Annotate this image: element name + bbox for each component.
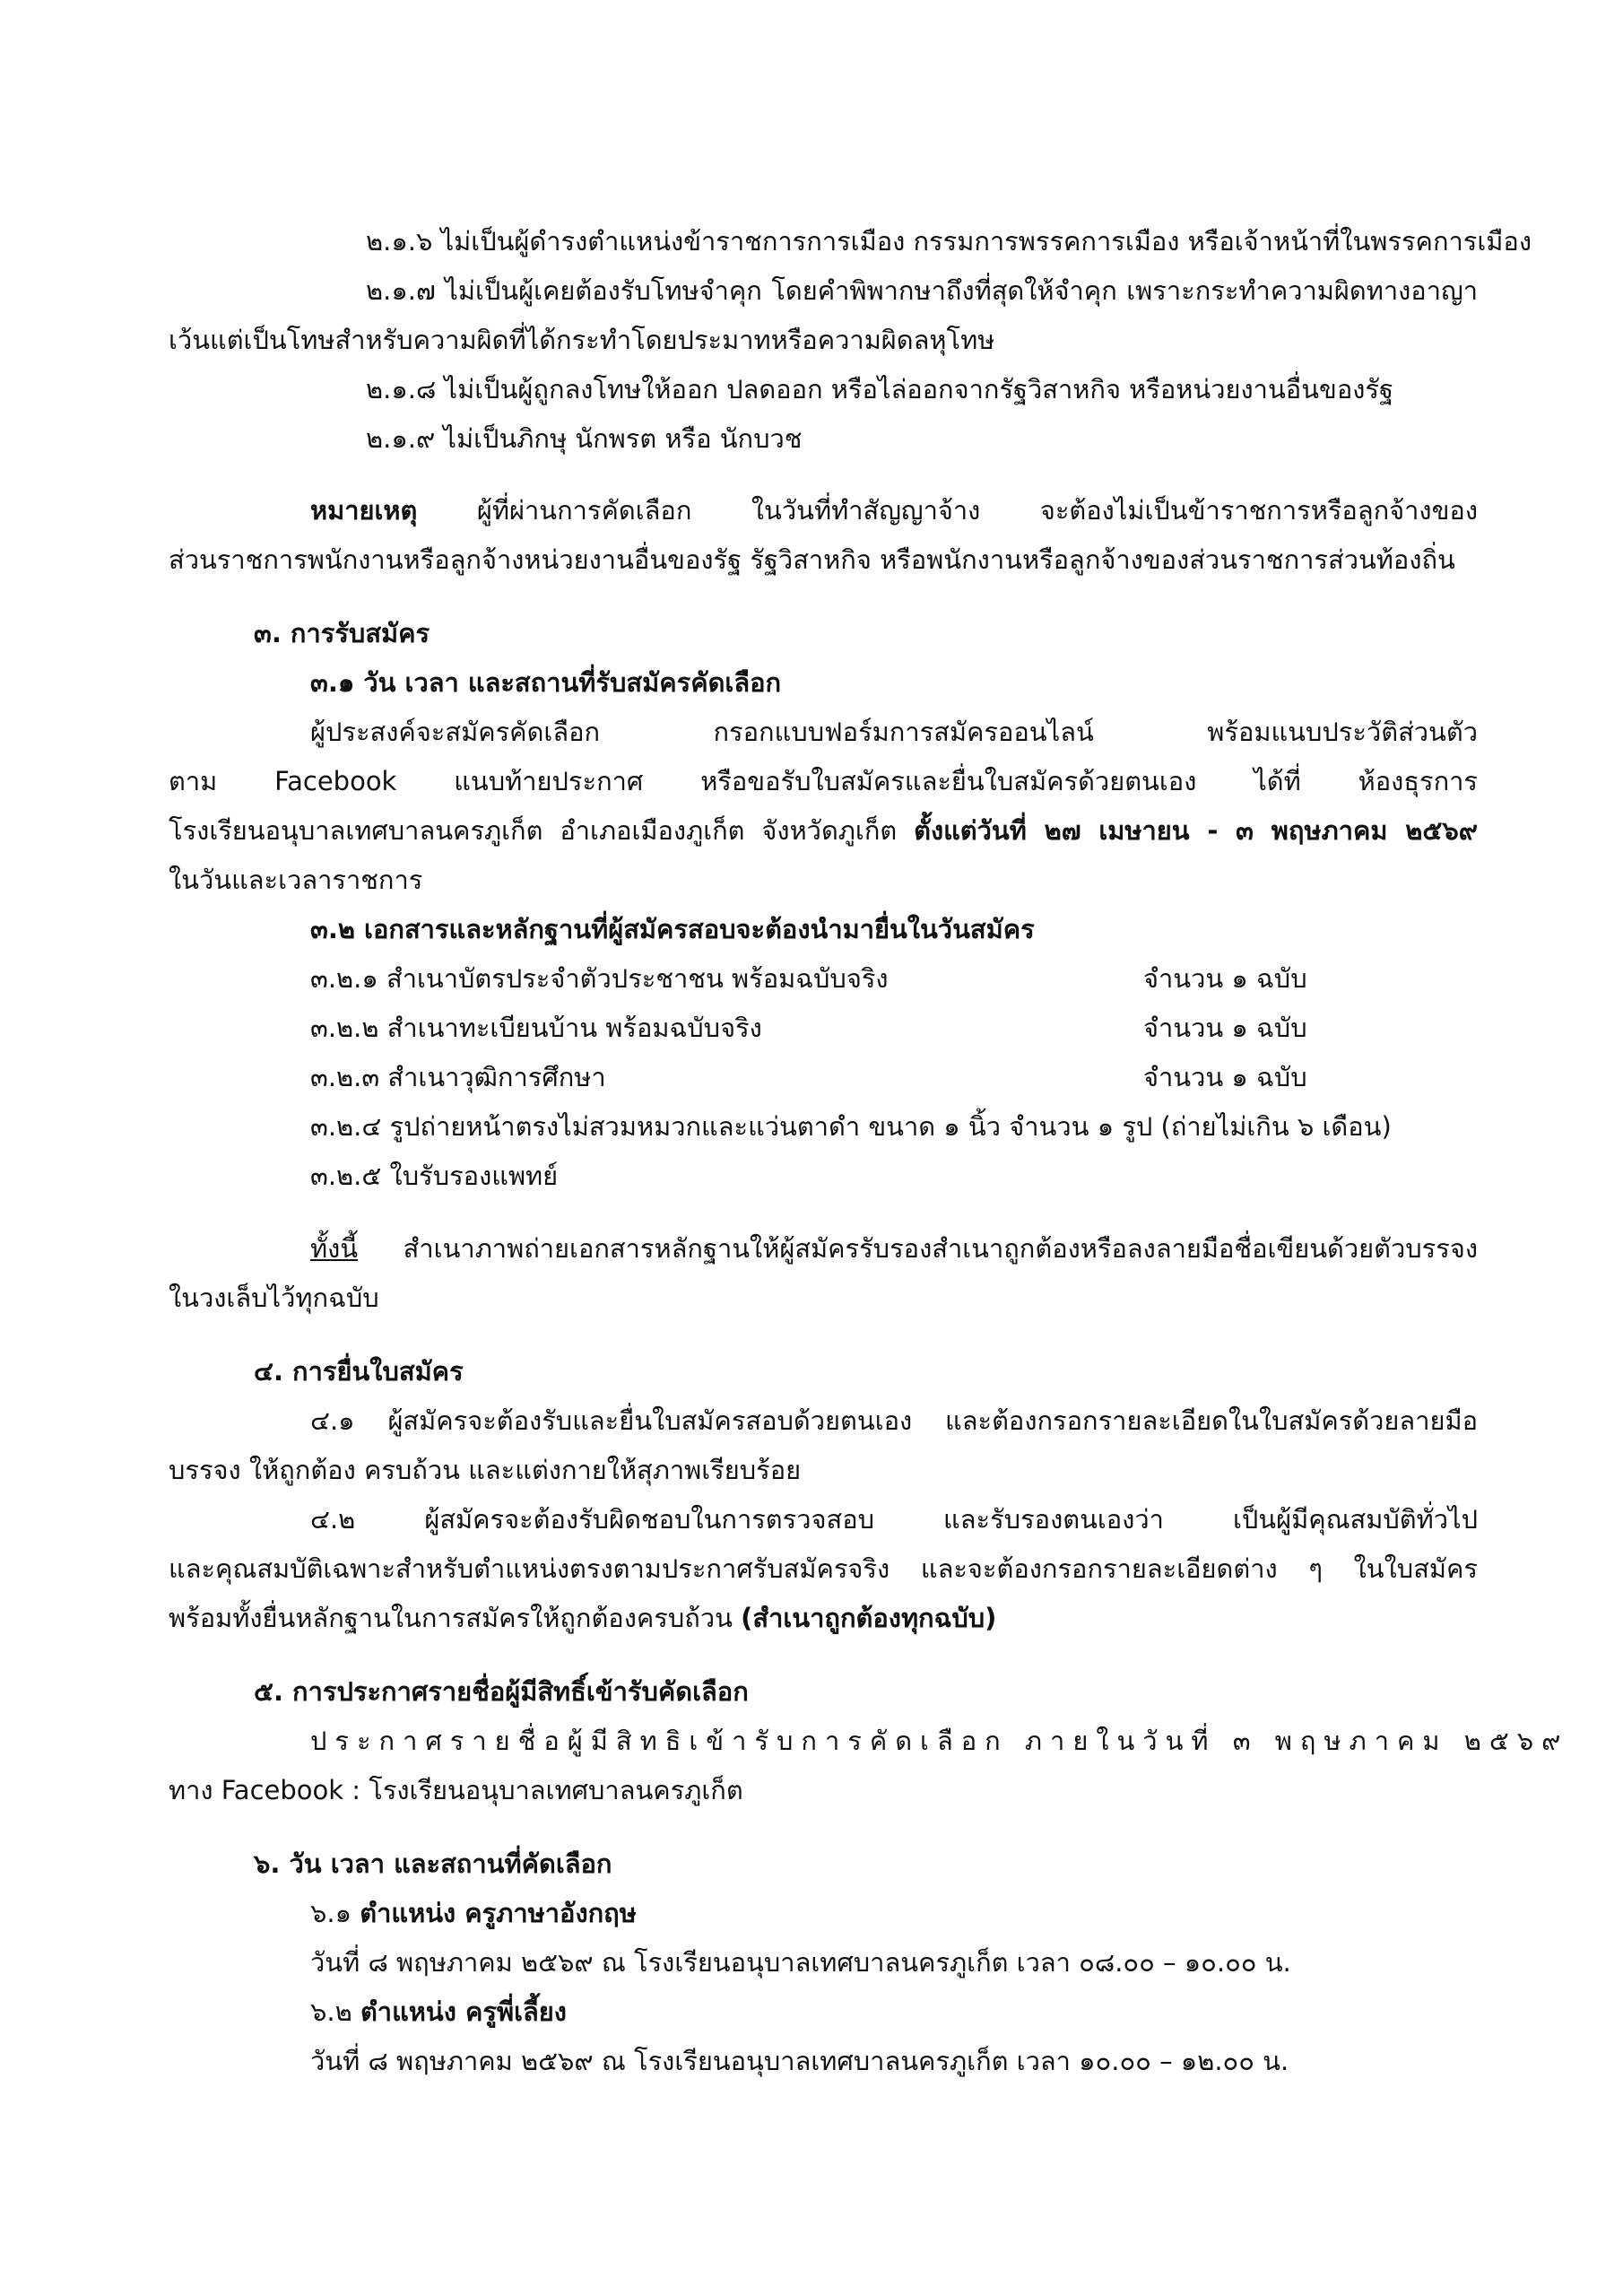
- qualification-2-1-6: ๒.๑.๖ ไม่เป็นผู้ดำรงตำแหน่งข้าราชการการเมือง กรรมการพรรคการเมือง หรือเจ้าหน้าที่ในพรรคการเมือง: [366, 226, 1532, 257]
- section-4-2-paragraph-line: [169, 1598, 996, 1638]
- remark-paragraph: [310, 491, 1478, 530]
- section-4-2-paragraph: ๔.๒ ผู้สมัครจะต้องรับผิดชอบในการตรวจสอบ และรับรองตนเองว่า เป็นผู้มีคุณสมบัติทั่วไป: [310, 1504, 1478, 1535]
- position-6-1: [310, 1893, 637, 1933]
- qualification-2-1-9: ๒.๑.๙ ไม่เป็นภิกษุ นักพรต หรือ นักบวช: [366, 423, 803, 454]
- document-item-3-2-2: ๓.๒.๒ สำเนาทะเบียนบ้าน พร้อมฉบับจริง: [310, 1013, 762, 1043]
- application-location: โรงเรียนอนุบาลเทศบาลนครภูเก็ต อำเภอเมืองภูเก็ต จังหวัดภูเก็ต: [169, 815, 915, 846]
- evidence-text: พร้อมทั้งยื่นหลักฐานในการสมัครให้ถูกต้องครบถ้วน: [169, 1603, 742, 1633]
- remark-text: ผู้ที่ผ่านการคัดเลือก ในวันที่ทำสัญญาจ้าง จะต้องไม่เป็นข้าราชการหรือลูกจ้างของ: [417, 495, 1478, 526]
- note-text: สำเนาภาพถ่ายเอกสารหลักฐานให้ผู้สมัครรับรองสำเนาถูกต้องหรือลงลายมือชื่อเขียนด้วยตัวบรรจง: [358, 1233, 1478, 1264]
- position-6-2: [310, 1992, 567, 2031]
- section-3-1-paragraph-line: ตาม Facebook แนบท้ายประกาศ หรือขอรับใบสมัครและยื่นใบสมัครด้วยตนเอง ได้ที่ ห้องธุรการ: [169, 766, 1478, 796]
- certification-note-continued: ในวงเล็บไว้ทุกฉบับ: [169, 1283, 379, 1313]
- evidence-note: (สำเนาถูกต้องทุกฉบับ): [741, 1603, 997, 1633]
- section-6-heading: ๖. วัน เวลา และสถานที่คัดเลือก: [254, 1848, 612, 1879]
- section-5-paragraph: ประกาศรายชื่อผู้มีสิทธิเข้ารับการคัดเลือก ภายในวันที่ ๓ พฤษภาคม ๒๕๖๙: [310, 1726, 1569, 1756]
- document-item-3-2-1: ๓.๒.๑ สำเนาบัตรประจำตัวประชาชน พร้อมฉบับจริง: [310, 963, 889, 994]
- section-5-paragraph-line: ทาง Facebook : โรงเรียนอนุบาลเทศบาลนครภูเก็ต: [169, 1775, 743, 1805]
- position-6-2-number: ๖.๒: [310, 1996, 360, 2027]
- certification-note: [310, 1229, 1478, 1268]
- section-3-1-paragraph-line: ในวันและเวลาราชการ: [169, 865, 423, 895]
- section-4-2-paragraph-line: และคุณสมบัติเฉพาะสำหรับตำแหน่งตรงตามประกาศรับสมัครจริง และจะต้องกรอกรายละเอียดต่าง ๆ ในใบสมัคร: [169, 1553, 1478, 1584]
- remark-label: หมายเหตุ: [310, 495, 418, 526]
- document-quantity: จำนวน ๑ ฉบับ: [1143, 1013, 1307, 1043]
- document-item-3-2-4: ๓.๒.๔ รูปถ่ายหน้าตรงไม่สวมหมวกและแว่นตาดำ ขนาด ๑ นิ้ว จำนวน ๑ รูป (ถ่ายไม่เกิน ๖ เดือน): [310, 1111, 1392, 1142]
- qualification-2-1-7: ๒.๑.๗ ไม่เป็นผู้เคยต้องรับโทษจำคุก โดยคำพิพากษาถึงที่สุดให้จำคุก เพราะกระทำความผิดทางอาญา: [366, 275, 1478, 306]
- note-label: ทั้งนี้: [310, 1233, 359, 1264]
- section-4-1-paragraph: ๔.๑ ผู้สมัครจะต้องรับและยื่นใบสมัครสอบด้วยตนเอง และต้องกรอกรายละเอียดในใบสมัครด้วยลายมือ: [310, 1405, 1478, 1436]
- document-item-3-2-3: ๓.๒.๓ สำเนาวุฒิการศึกษา: [310, 1062, 606, 1092]
- section-3-2-heading: ๓.๒ เอกสารและหลักฐานที่ผู้สมัครสอบจะต้องนำมายื่นในวันสมัคร: [310, 914, 1035, 944]
- remark-continued: ส่วนราชการพนักงานหรือลูกจ้างหน่วยงานอื่นของรัฐ รัฐวิสาหกิจ หรือพนักงานหรือลูกจ้างของส่วนราชการส่วนท้องถิ่น: [169, 544, 1455, 575]
- position-6-1-title: ตำแหน่ง ครูภาษาอังกฤษ: [360, 1898, 637, 1928]
- qualification-2-1-8: ๒.๑.๘ ไม่เป็นผู้ถูกลงโทษให้ออก ปลดออก หรือไล่ออกจากรัฐวิสาหกิจ หรือหน่วยงานอื่นของรัฐ: [366, 374, 1393, 404]
- position-6-1-schedule: วันที่ ๘ พฤษภาคม ๒๕๖๙ ณ โรงเรียนอนุบาลเทศบาลนครภูเก็ต เวลา ๐๘.๐๐ – ๑๐.๐๐ น.: [310, 1947, 1291, 1978]
- section-3-heading: ๓. การรับสมัคร: [254, 618, 430, 648]
- document-quantity: จำนวน ๑ ฉบับ: [1143, 963, 1307, 994]
- section-4-1-paragraph-line: บรรจง ให้ถูกต้อง ครบถ้วน และแต่งกายให้สุภาพเรียบร้อย: [169, 1455, 802, 1485]
- section-3-1-paragraph: ผู้ประสงค์จะสมัครคัดเลือก กรอกแบบฟอร์มการสมัครออนไลน์ พร้อมแนบประวัติส่วนตัว: [310, 717, 1478, 747]
- section-3-1-paragraph-line: [169, 811, 1478, 850]
- document-item-3-2-5: ๓.๒.๕ ใบรับรองแพทย์: [310, 1161, 559, 1191]
- section-3-1-heading: ๓.๑ วัน เวลา และสถานที่รับสมัครคัดเลือก: [310, 667, 782, 698]
- position-6-2-title: ตำแหน่ง ครูพี่เลี้ยง: [360, 1996, 567, 2027]
- section-5-heading: ๕. การประกาศรายชื่อผู้มีสิทธิ์เข้ารับคัดเลือก: [254, 1676, 749, 1707]
- application-period: ตั้งแต่วันที่ ๒๗ เมษายน - ๓ พฤษภาคม ๒๕๖๙: [914, 815, 1478, 846]
- position-6-1-number: ๖.๑: [310, 1898, 360, 1928]
- document-quantity: จำนวน ๑ ฉบับ: [1143, 1062, 1307, 1092]
- section-4-heading: ๔. การยื่นใบสมัคร: [254, 1356, 464, 1387]
- position-6-2-schedule: วันที่ ๘ พฤษภาคม ๒๕๖๙ ณ โรงเรียนอนุบาลเทศบาลนครภูเก็ต เวลา ๑๐.๐๐ – ๑๒.๐๐ น.: [310, 2046, 1289, 2076]
- qualification-2-1-7-continued: เว้นแต่เป็นโทษสำหรับความผิดที่ได้กระทำโดยประมาทหรือความผิดลหุโทษ: [169, 325, 995, 355]
